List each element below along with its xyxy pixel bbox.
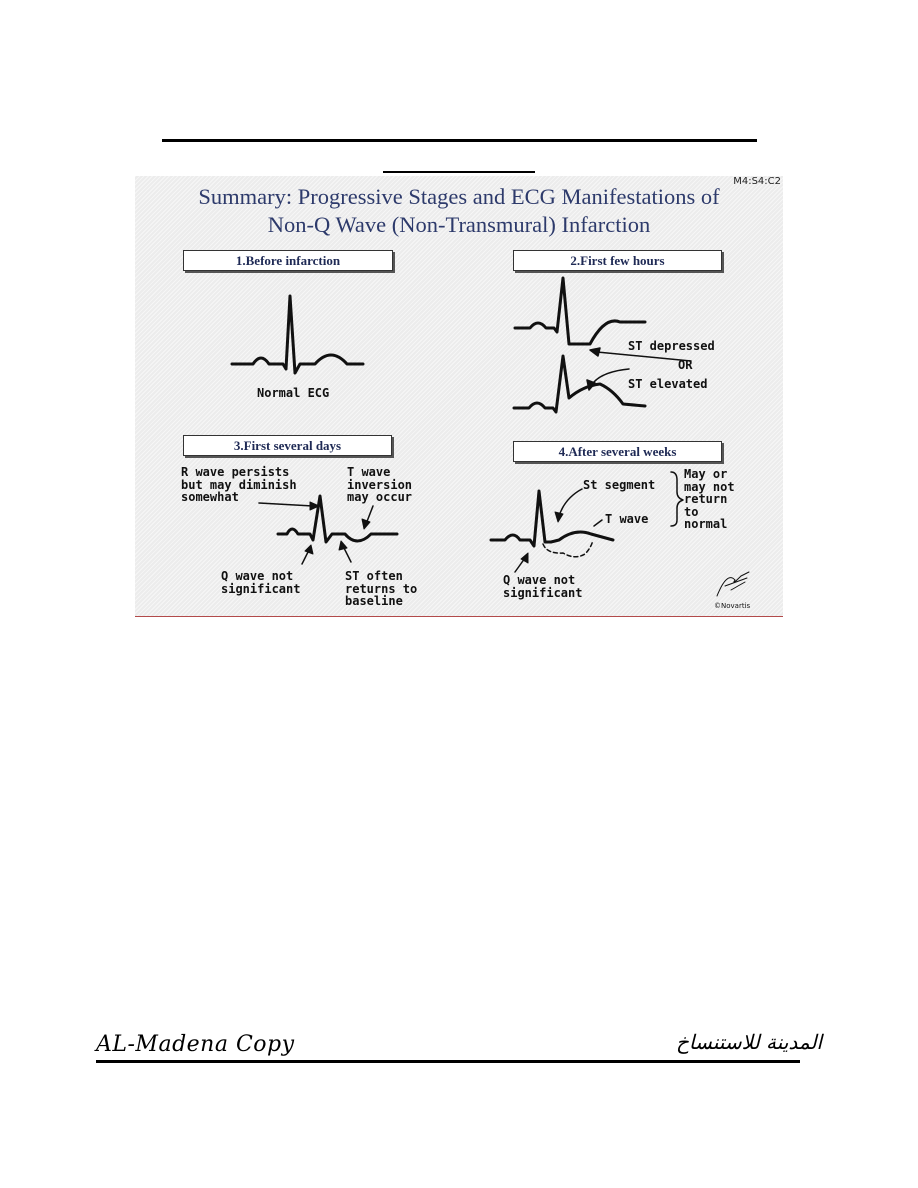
title-line-2: Non-Q Wave (Non-Transmural) Infarction xyxy=(267,212,651,237)
st-segment-arrow xyxy=(559,489,582,516)
ecg-st-depressed-trace xyxy=(515,278,645,344)
ecg-normal-trace xyxy=(232,296,363,373)
label-r-wave: R wave persists but may diminish somewhat xyxy=(181,465,297,504)
footer-right-text: المدينة للاستنساخ xyxy=(676,1030,823,1054)
label-st-elevated: ST elevated xyxy=(628,377,708,391)
stage-2-box: 2.First few hours xyxy=(513,250,722,271)
ecg-st-elevated-trace xyxy=(514,356,645,412)
stage-1-box: 1.Before infarction xyxy=(183,250,393,271)
ecg-several-weeks-trace xyxy=(491,491,613,546)
sub-rule xyxy=(383,171,535,173)
slide-figure xyxy=(135,176,783,617)
q-wave-3-arrowhead xyxy=(305,545,313,554)
stage-3-box: 3.First several days xyxy=(183,435,392,456)
st-segment-arrowhead xyxy=(555,512,563,522)
label-st-segment: St segment xyxy=(583,478,656,492)
ecg-drawings xyxy=(135,176,783,616)
label-q-wave-3: Q wave not significant xyxy=(221,569,301,596)
return-brace xyxy=(671,472,683,526)
label-normal-ecg: Normal ECG xyxy=(257,386,330,400)
footer-rule xyxy=(96,1060,800,1063)
label-st-depressed: ST depressed xyxy=(628,339,715,353)
footer-left-text: AL-Madena Copy xyxy=(96,1032,295,1057)
label-q-wave-4: Q wave not significant xyxy=(503,573,583,600)
st-depressed-arrow xyxy=(597,352,691,361)
label-t-wave: T wave xyxy=(605,512,649,526)
t-wave-inv-arrowhead xyxy=(362,519,370,529)
slide-code: M4:S4:C2 xyxy=(733,176,781,187)
t-wave-4-arrow xyxy=(594,520,602,526)
label-st-often: ST often returns to baseline xyxy=(345,569,418,608)
top-rule xyxy=(162,139,757,142)
title-line-1: Summary: Progressive Stages and ECG Manifestations of xyxy=(198,184,720,209)
netter-signature xyxy=(717,572,749,596)
label-t-wave-inversion: T wave inversion may occur xyxy=(347,465,413,504)
label-may-return: May or may not return to normal xyxy=(684,467,735,531)
st-depressed-arrowhead xyxy=(590,348,600,356)
label-copyright: ©Novartis xyxy=(714,602,751,610)
st-often-arrowhead xyxy=(339,541,347,550)
label-or: OR xyxy=(678,358,693,372)
stage-4-box: 4.After several weeks xyxy=(513,441,722,462)
